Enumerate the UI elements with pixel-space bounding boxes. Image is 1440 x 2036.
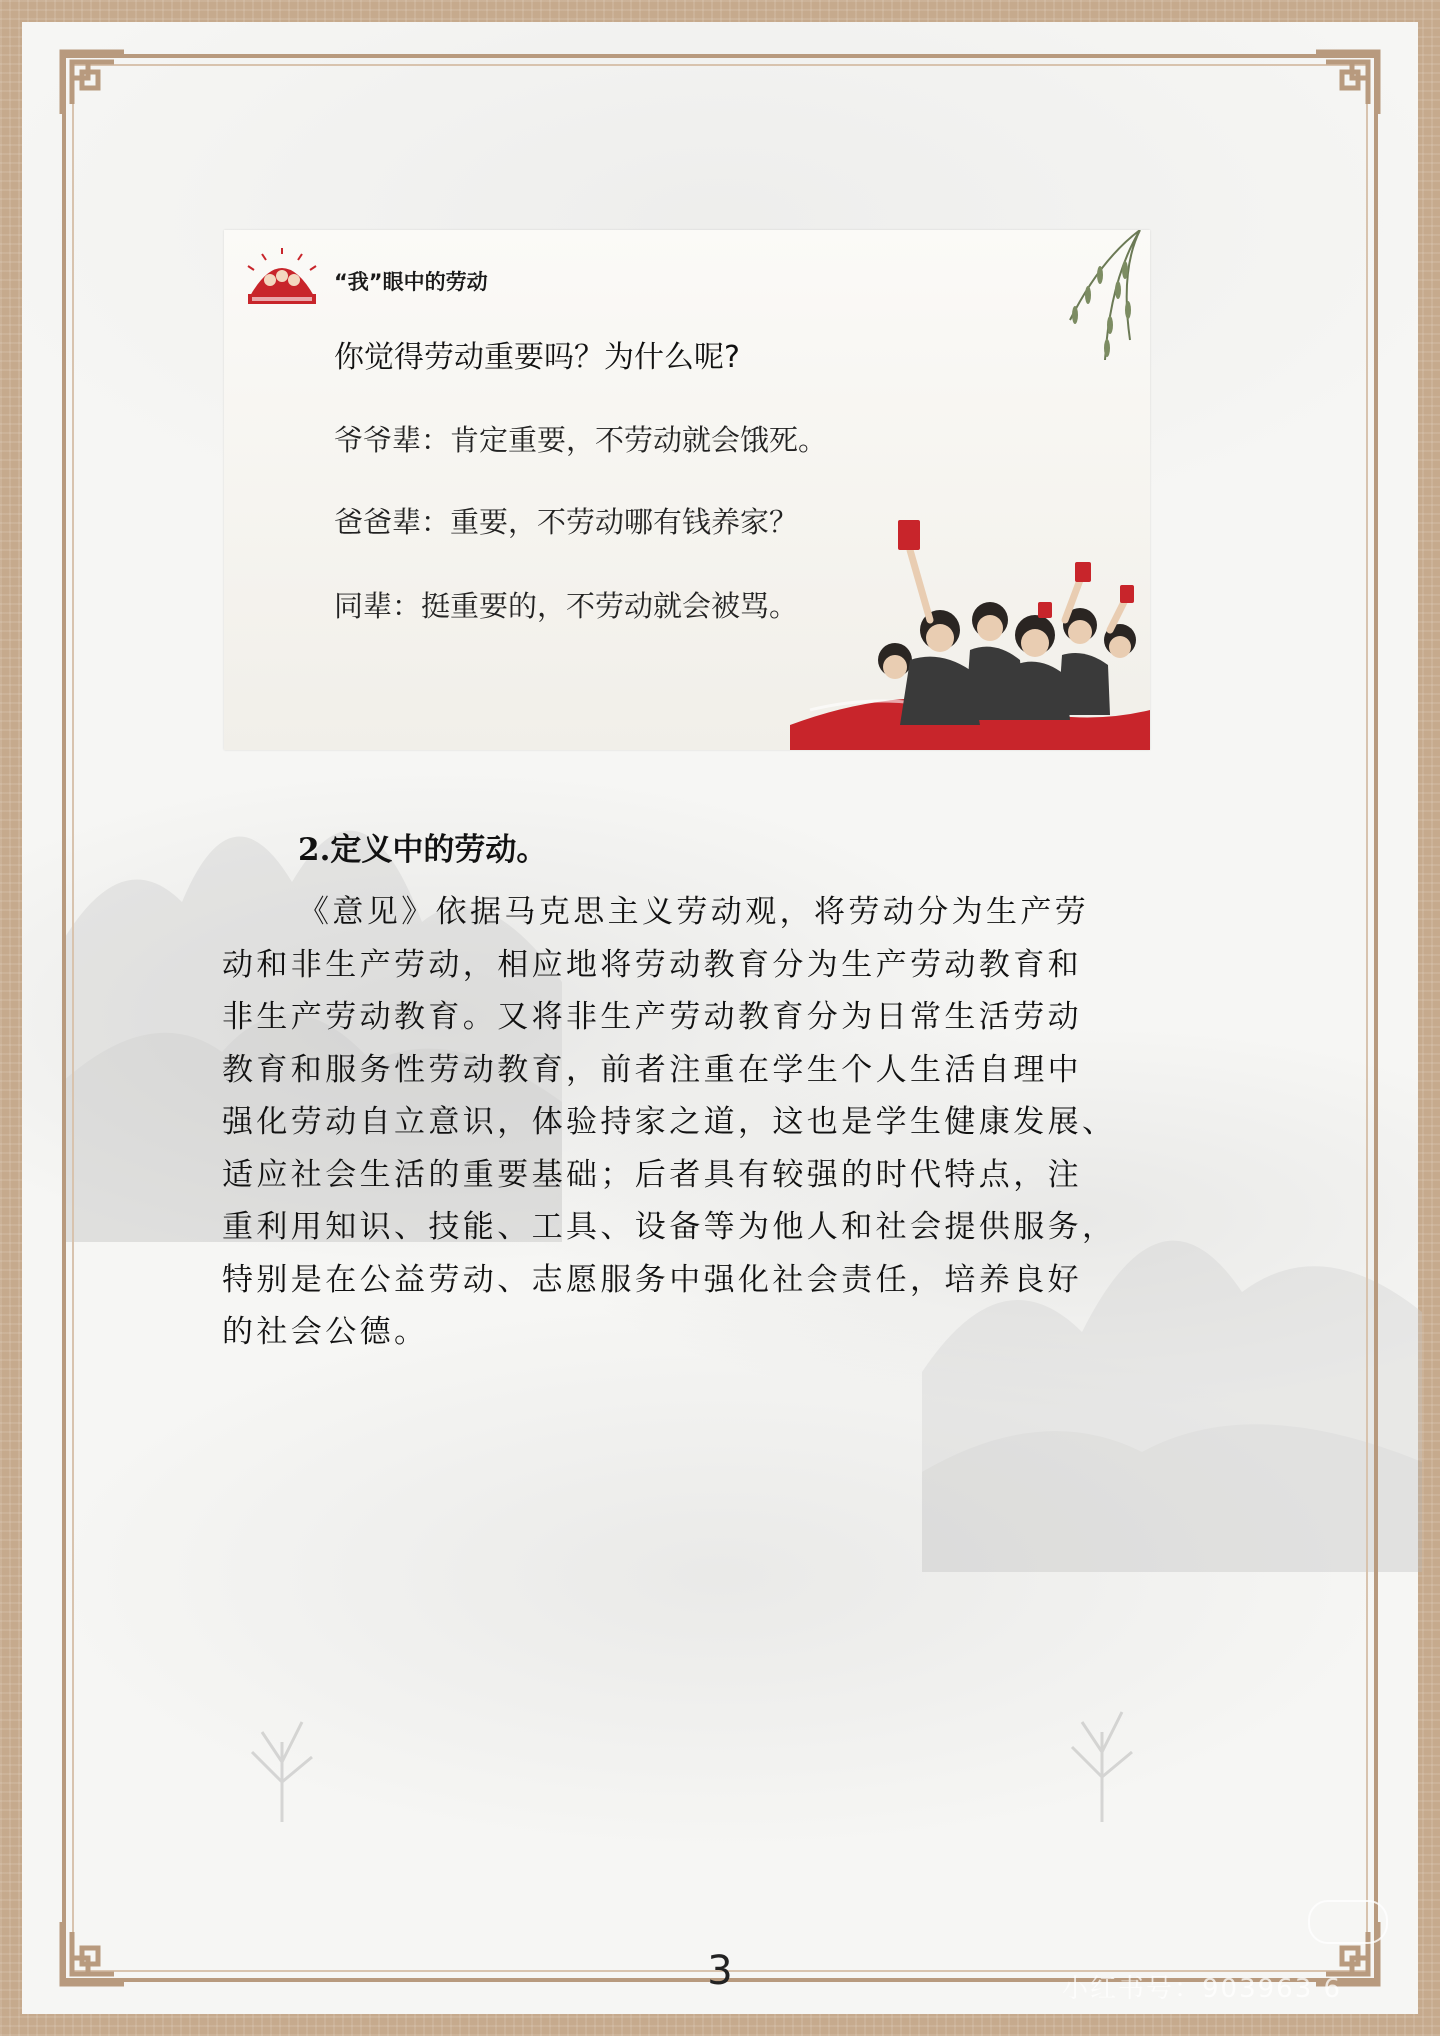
paragraph-line: 适应社会生活的重要基础；后者具有较强的时代特点，注: [222, 1156, 1082, 1193]
answer-peers: 同辈：挺重要的，不劳动就会被骂。: [334, 589, 799, 623]
watermark-text: 小红书号：903963 6: [1062, 1974, 1343, 2004]
slide-question: 你觉得劳动重要吗？为什么呢?: [334, 340, 740, 375]
corner-ornament-top-right: [1312, 48, 1382, 118]
paragraph-line: 特别是在公益劳动、志愿服务中强化社会责任，培养良好: [222, 1261, 1082, 1298]
paragraph-line: 强化劳动自立意识，体验持家之道，这也是学生健康发展、: [222, 1104, 1117, 1140]
paragraph-line: 《意见》依据马克思主义劳动观，将劳动分为生产劳: [298, 894, 1090, 930]
red-banner-logo-icon: [242, 248, 322, 308]
page-number: 3: [707, 1948, 733, 1994]
willow-branch-icon: [1010, 230, 1150, 370]
answer-grandparents: 爷爷辈：肯定重要，不劳动就会饿死。: [334, 423, 828, 457]
answer-parents: 爸爸辈：重要，不劳动哪有钱养家？: [334, 505, 799, 539]
paragraph-line: 动和非生产劳动，相应地将劳动教育分为生产劳动教育和: [222, 946, 1082, 983]
article-section: [222, 828, 1212, 1359]
paragraph-line: 非生产劳动教育。又将非生产劳动教育分为日常生活劳动: [222, 999, 1082, 1035]
slide-header: “我”眼中的劳动: [334, 270, 488, 294]
paragraph-line: 重利用知识、技能、工具、设备等为他人和社会提供服务，: [222, 1209, 1117, 1245]
corner-ornament-top-left: [58, 48, 128, 118]
crowd-illustration: [790, 510, 1150, 750]
slide-image: [224, 230, 1150, 750]
paragraph-line: 教育和服务性劳动教育，前者注重在学生个人生活自理中: [222, 1051, 1082, 1088]
section-heading: 2.定义中的劳动。: [298, 832, 548, 868]
watermark-logo-icon: [1308, 1900, 1388, 1944]
paragraph-line: 的社会公德。: [222, 1314, 429, 1350]
